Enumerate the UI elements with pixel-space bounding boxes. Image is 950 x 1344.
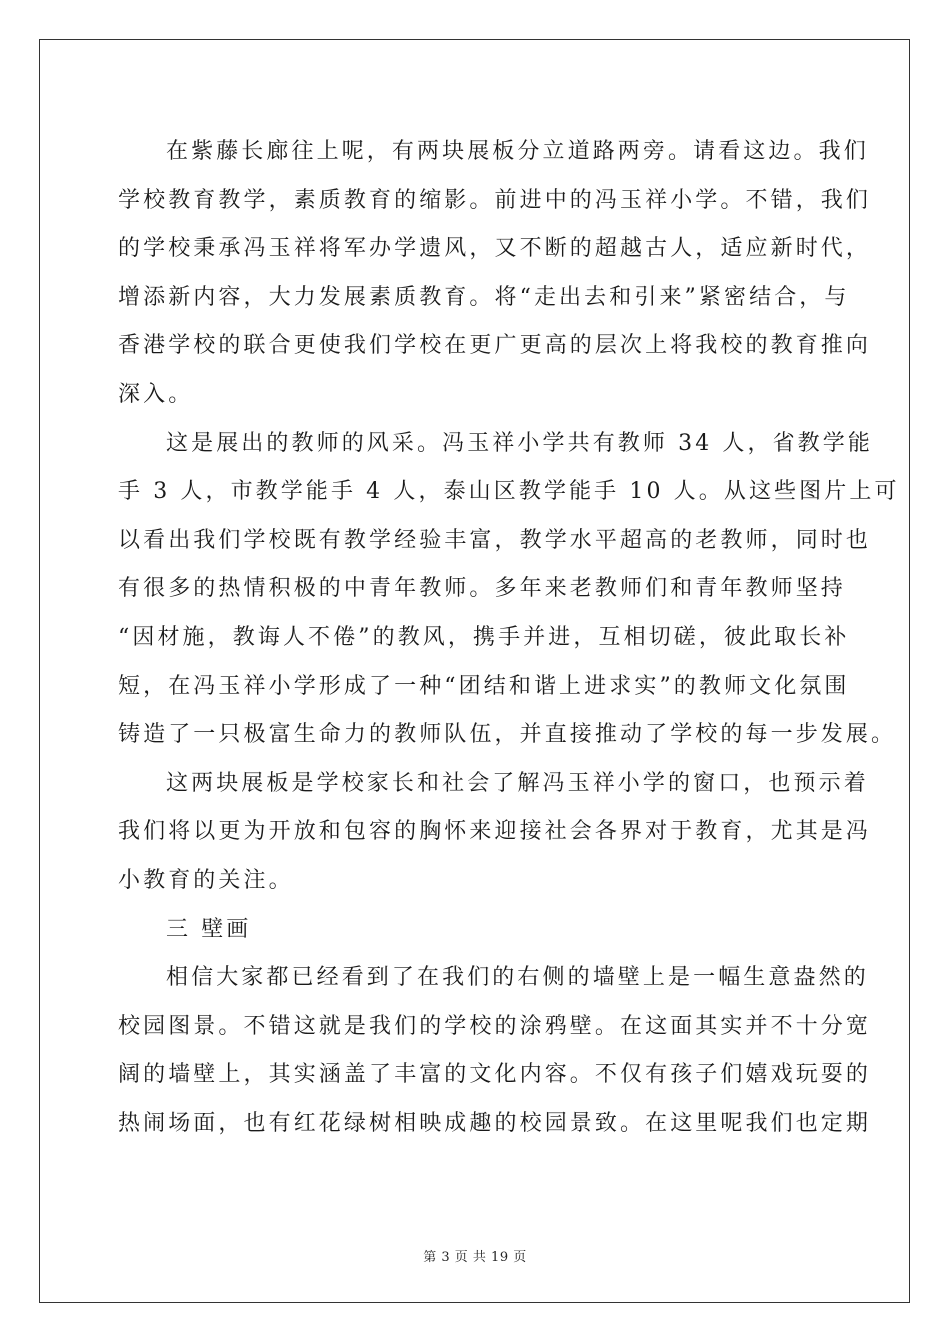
paragraph-line: 小教育的关注。 xyxy=(118,867,294,893)
document-body xyxy=(118,128,900,1148)
paragraph-line: 短，在冯玉祥小学形成了一种“团结和谐上进求实”的教师文化氛围 xyxy=(118,673,850,699)
paragraph-line: 学校教育教学，素质教育的缩影。前进中的冯玉祥小学。不错，我们 xyxy=(118,187,872,213)
paragraph-line: 我们将以更为开放和包容的胸怀来迎接社会各界对于教育，尤其是冯 xyxy=(118,819,872,845)
paragraph-line: 有很多的热情积极的中青年教师。多年来老教师们和青年教师坚持 xyxy=(118,576,846,602)
page-number-footer: 第 3 页 共 19 页 xyxy=(423,1250,527,1265)
paragraph-line: 香港学校的联合更使我们学校在更广更高的层次上将我校的教育推向 xyxy=(118,333,872,359)
paragraph-line: 阔的墙壁上，其实涵盖了丰富的文化内容。不仅有孩子们嬉戏玩耍的 xyxy=(118,1062,872,1088)
paragraph-line: 这是展出的教师的风采。冯玉祥小学共有教师 34 人，省教学能 xyxy=(166,430,873,456)
paragraph-line: “因材施，教诲人不倦”的教风，携手并进，互相切磋，彼此取长补 xyxy=(118,624,850,650)
paragraph-line: 增添新内容，大力发展素质教育。将“走出去和引来”紧密结合，与 xyxy=(118,284,850,310)
section-heading: 三 壁画 xyxy=(166,916,252,942)
paragraph-line: 铸造了一只极富生命力的教师队伍，并直接推动了学校的每一步发展。 xyxy=(118,722,897,748)
paragraph-line: 手 3 人，市教学能手 4 人，泰山区教学能手 10 人。从这些图片上可 xyxy=(118,479,900,505)
paragraph-line: 相信大家都已经看到了在我们的右侧的墙壁上是一幅生意盎然的 xyxy=(166,965,869,991)
paragraph-line: 深入。 xyxy=(118,381,194,407)
paragraph-line: 这两块展板是学校家长和社会了解冯玉祥小学的窗口，也预示着 xyxy=(166,770,869,796)
paragraph-line: 热闹场面，也有红花绿树相映成趣的校园景致。在这里呢我们也定期 xyxy=(118,1110,872,1136)
paragraph-line: 在紫藤长廊往上呢，有两块展板分立道路两旁。请看这边。我们 xyxy=(166,139,869,164)
paragraph-line: 以看出我们学校既有教学经验丰富，教学水平超高的老教师，同时也 xyxy=(118,527,872,553)
paragraph-line: 的学校秉承冯玉祥将军办学遗风，又不断的超越古人，适应新时代， xyxy=(118,236,872,262)
paragraph-line: 校园图景。不错这就是我们的学校的涂鸦壁。在这面其实并不十分宽 xyxy=(118,1013,872,1039)
